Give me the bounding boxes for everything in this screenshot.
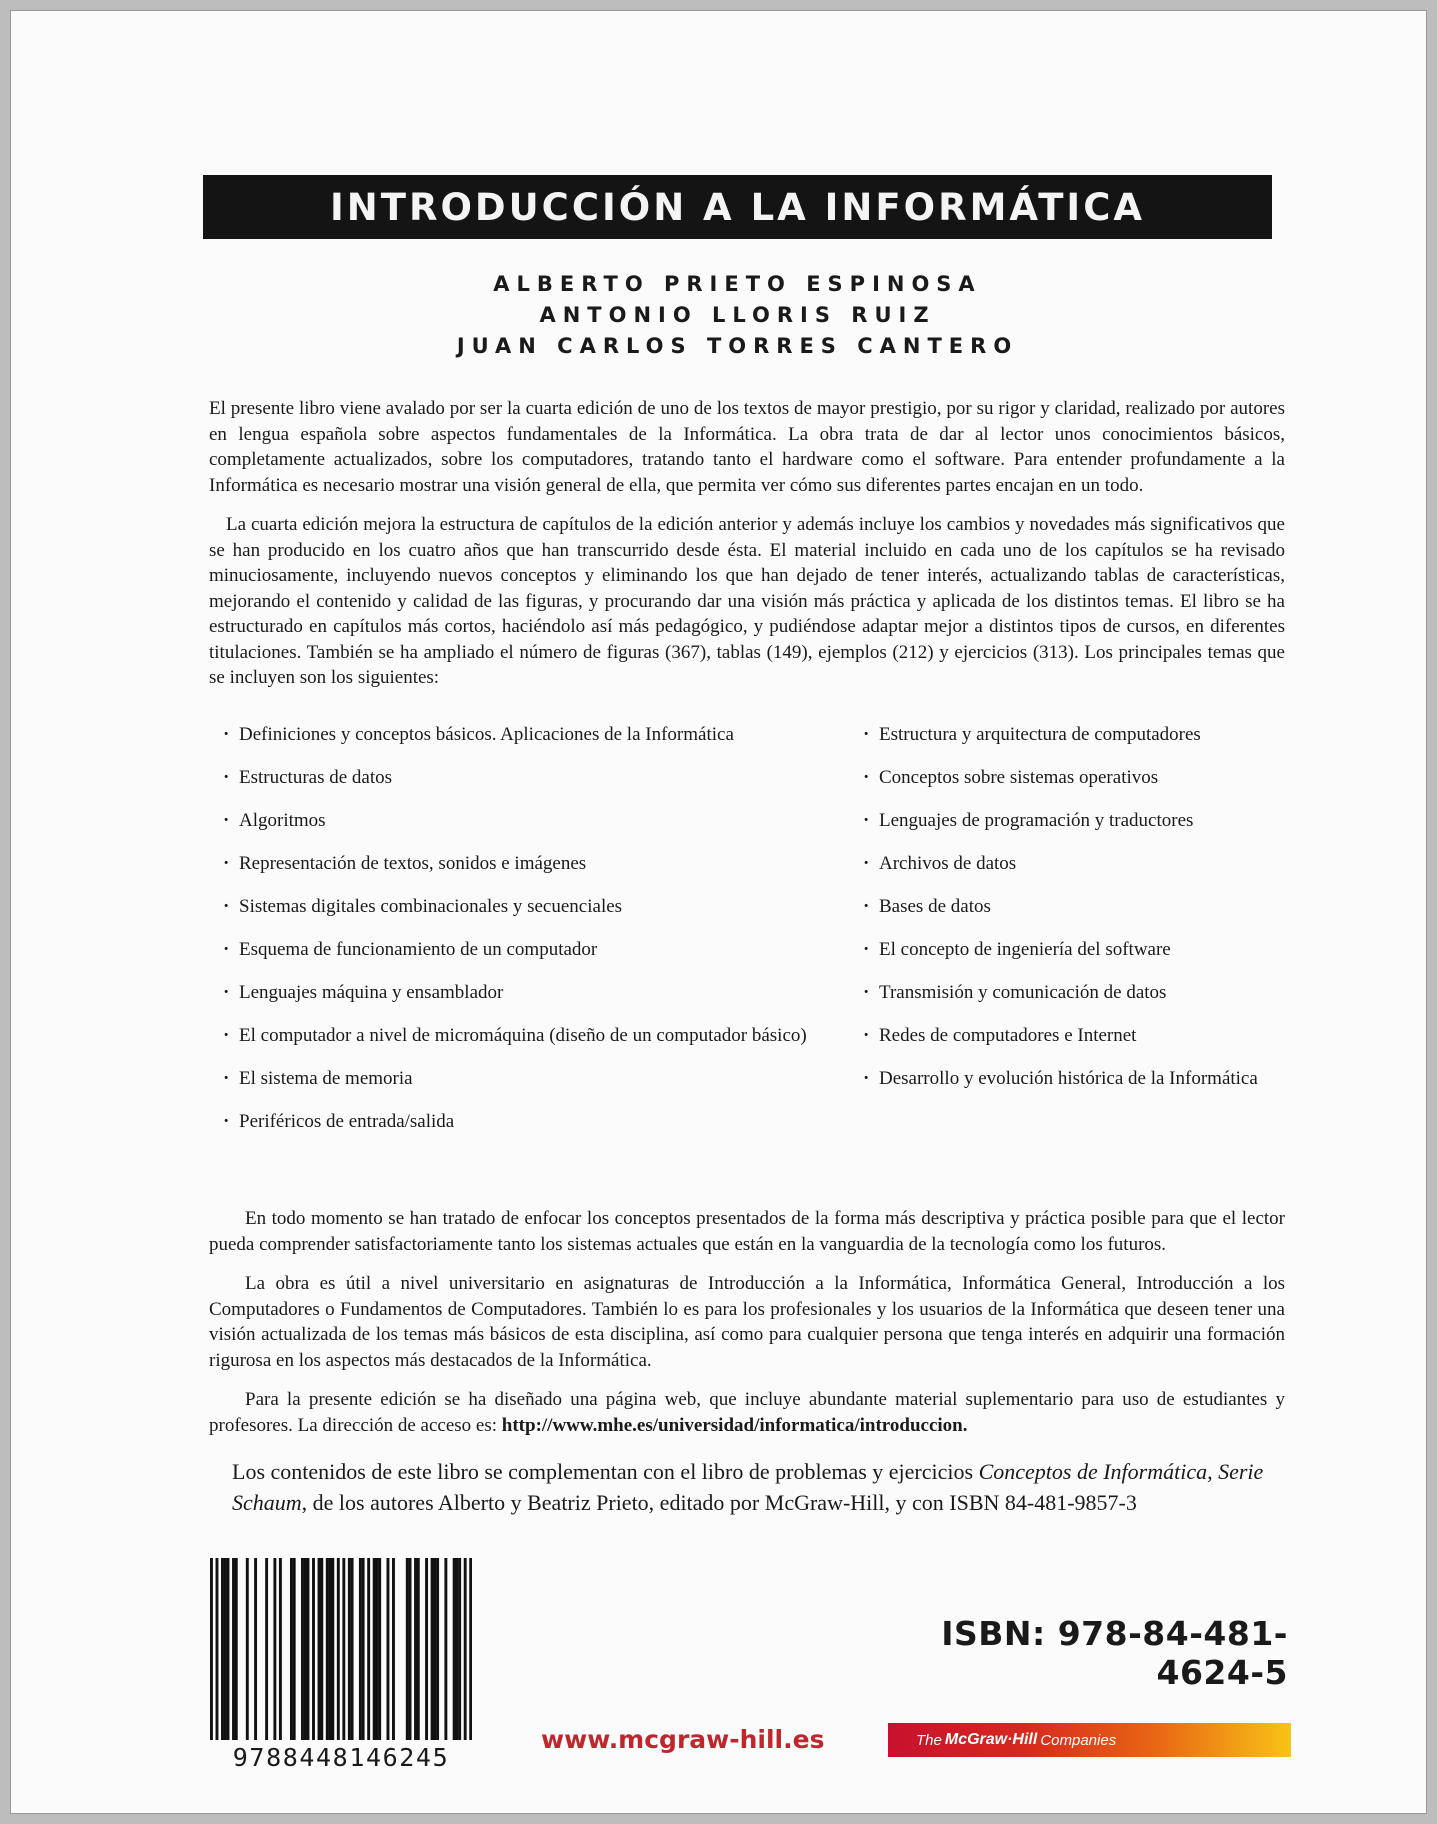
topic-item (223, 1068, 863, 1111)
topic-item (223, 724, 863, 767)
barcode-bar (293, 1558, 296, 1740)
barcode-bar (210, 1558, 213, 1740)
topic-label: Estructura y arquitectura de computadores (879, 724, 1201, 745)
barcode-bar (337, 1558, 340, 1740)
barcode-bar (246, 1558, 249, 1740)
topic-label: Esquema de funcionamiento de un computador (239, 939, 598, 960)
barcode-bar (232, 1558, 235, 1740)
bullet-icon: · (863, 982, 870, 1003)
bullet-icon: · (863, 896, 870, 917)
topic-label: El sistema de memoria (239, 1068, 413, 1089)
barcode-bar (378, 1558, 381, 1740)
barcode-bar (273, 1558, 276, 1740)
topic-label: Definiciones y conceptos básicos. Aplicaciones de la Informática (239, 724, 734, 745)
author-name: ALBERTO PRIETO ESPINOSA (493, 272, 982, 296)
complementary-book-note (232, 1456, 1292, 1518)
outro-web-text: Para la presente edición se ha diseñado una página web, que incluye abundante material suplementario para uso de estudiantes y profesores. La dirección de acceso es: (209, 1389, 1285, 1436)
topic-item (223, 767, 863, 810)
topic-item (223, 1111, 863, 1154)
bullet-icon: · (863, 939, 870, 960)
complement-text: , de los autores Alberto y Beatriz Prieto, editado por McGraw-Hill, y con ISBN 84-481-9857-3 (301, 1490, 1137, 1515)
barcode-bar (458, 1558, 461, 1740)
barcode-bar (425, 1558, 428, 1740)
topic-item (863, 810, 1283, 853)
barcode-bar (320, 1558, 323, 1740)
barcode-bar (359, 1558, 362, 1740)
topic-item (863, 939, 1283, 982)
barcode-bar (367, 1558, 370, 1740)
barcode-bar (453, 1558, 456, 1740)
barcode-bar (414, 1558, 417, 1740)
topic-item (223, 982, 863, 1025)
book-back-cover (10, 10, 1427, 1814)
barcode-bar (392, 1558, 395, 1740)
topic-label: Estructuras de datos (239, 767, 393, 788)
topic-label: Transmisión y comunicación de datos (879, 982, 1167, 1003)
topic-column-left (223, 724, 863, 1154)
title-band (203, 175, 1272, 239)
barcode-bar (348, 1558, 351, 1740)
barcode-bar (406, 1558, 409, 1740)
topic-item (223, 896, 863, 939)
barcode-bar (329, 1558, 332, 1740)
barcode-bar (290, 1558, 293, 1740)
barcode-bar (387, 1558, 390, 1740)
topic-label: Periféricos de entrada/salida (239, 1111, 455, 1132)
bullet-icon: · (223, 810, 230, 831)
barcode-bar (362, 1558, 365, 1740)
bullet-icon: · (863, 724, 870, 745)
outro-paragraph (209, 1387, 1285, 1438)
topic-label: Redes de computadores e Internet (879, 1025, 1137, 1046)
bullet-icon: · (223, 1068, 230, 1089)
outro-paragraph: En todo momento se han tratado de enfocar los conceptos presentados de la forma más descriptiva y práctica posible para que el lector pueda comprender satisfactoriamente tanto los sistemas actuales que están en la vanguardia de la tecnología como los futuros. (209, 1208, 1285, 1255)
author-name: JUAN CARLOS TORRES CANTERO (456, 334, 1019, 358)
intro-paragraph: La cuarta edición mejora la estructura de capítulos de la edición anterior y además incluye los cambios y novedades más significativos que se han producido en los cuatro años que han transcurrido desde ésta. El material incluido en cada uno de los capítulos se ha revisado minuciosamente, incluyendo nuevos conceptos y eliminando los que han dejado de tener interés, actualizando tablas de características, mejorando el contenido y calidad de las figuras, y procurando dar una visión más práctica y aplicada de los distintos temas. El libro se ha estructurado en capítulos más cortos, haciéndolo así más pedagógico, y pudiéndose adaptar mejor a distintos tipos de cursos, en diferentes titulaciones. También se ha ampliado el número de figuras (367), tablas (149), ejemplos (212) y ejercicios (313). Los principales temas que se incluyen son los siguientes: (209, 514, 1285, 688)
topic-item (223, 853, 863, 896)
barcode-bar (436, 1558, 439, 1740)
topic-item (863, 982, 1283, 1025)
complement-text: Los contenidos de este libro se complementan con el libro de problemas y ejercicios (232, 1459, 979, 1484)
topic-item (863, 853, 1283, 896)
isbn: ISBN: 978-84-481-4624-5 (941, 1614, 1288, 1692)
publisher-website: www.mcgraw-hill.es (541, 1725, 825, 1754)
logo-prefix: The (916, 1731, 942, 1749)
barcode-bar (216, 1558, 219, 1740)
bullet-icon: · (223, 1025, 230, 1046)
topic-label: Sistemas digitales combinacionales y secuenciales (239, 896, 623, 917)
bullet-icon: · (223, 1111, 230, 1132)
bullet-icon: · (223, 982, 230, 1003)
bullet-icon: · (223, 767, 230, 788)
author-list (203, 269, 1272, 362)
bullet-icon: · (223, 724, 230, 745)
barcode (210, 1558, 472, 1740)
barcode-bar (455, 1558, 458, 1740)
topic-item (223, 1025, 863, 1068)
topic-item (863, 724, 1283, 767)
bullet-icon: · (863, 810, 870, 831)
barcode-bar (331, 1558, 334, 1740)
barcode-bar (254, 1558, 257, 1740)
topic-label: Desarrollo y evolución histórica de la Informática (879, 1068, 1258, 1089)
barcode-bar (312, 1558, 315, 1740)
logo-brand: McGraw·Hill (944, 1731, 1038, 1748)
barcode-bar (431, 1558, 434, 1740)
barcode-bar (227, 1558, 230, 1740)
topic-item (863, 767, 1283, 810)
barcode-bar (326, 1558, 329, 1740)
barcode-bar (444, 1558, 447, 1740)
barcode-bar (469, 1558, 472, 1740)
intro-text (209, 396, 1285, 705)
barcode-bar (301, 1558, 304, 1740)
topic-item (223, 939, 863, 982)
barcode-bar (235, 1558, 238, 1740)
barcode-bar (351, 1558, 354, 1740)
topic-label: Conceptos sobre sistemas operativos (879, 767, 1159, 788)
topic-label: Lenguajes de programación y traductores (879, 810, 1194, 831)
barcode-bar (307, 1558, 310, 1740)
topic-label: Bases de datos (879, 896, 991, 917)
topic-item (863, 896, 1283, 939)
topic-column-right (863, 724, 1283, 1111)
barcode-number: 9788448146245 (232, 1743, 450, 1772)
topic-label: El concepto de ingeniería del software (879, 939, 1171, 960)
bullet-icon: · (863, 853, 870, 874)
bullet-icon: · (863, 1025, 870, 1046)
topic-item (863, 1068, 1283, 1111)
logo-suffix: Companies (1040, 1731, 1117, 1749)
companion-website-url: http://www.mhe.es/universidad/informatica/introduccion. (501, 1414, 968, 1436)
barcode-bar (304, 1558, 307, 1740)
barcode-bar (318, 1558, 321, 1740)
barcode-bar (342, 1558, 345, 1740)
barcode-bar (224, 1558, 227, 1740)
outro-text (209, 1206, 1285, 1452)
bullet-icon: · (223, 939, 230, 960)
barcode-bar (409, 1558, 412, 1740)
barcode-bar (375, 1558, 378, 1740)
bullet-icon: · (863, 767, 870, 788)
barcode-bar (279, 1558, 282, 1740)
barcode-bar (373, 1558, 376, 1740)
bullet-icon: · (223, 853, 230, 874)
topic-label: Algoritmos (239, 810, 326, 831)
complement-book-title: Conceptos de Informática, Serie Schaum (232, 1459, 1264, 1515)
topic-item (223, 810, 863, 853)
barcode-bar (265, 1558, 268, 1740)
publisher-logo (888, 1723, 1291, 1757)
topic-label: Lenguajes máquina y ensamblador (239, 982, 504, 1003)
barcode-bar (464, 1558, 467, 1740)
bullet-icon: · (223, 896, 230, 917)
topic-item (863, 1025, 1283, 1068)
outro-paragraph: La obra es útil a nivel universitario en asignaturas de Introducción a la Informática, Informática General, Introducción a los Computadores o Fundamentos de Computadores. También lo es para los profesionales y los usuarios de la Informática que deseen tener una visión actualizada de los temas más básicos de esta disciplina, así como para cualquier persona que tenga interés en adquirir una formación rigurosa en los aspectos más destacados de la Informática. (209, 1273, 1285, 1371)
topic-label: Archivos de datos (879, 853, 1017, 874)
bullet-icon: · (863, 1068, 870, 1089)
barcode-bar (433, 1558, 436, 1740)
topic-label: El computador a nivel de micromáquina (diseño de un computador básico) (239, 1025, 807, 1046)
author-name: ANTONIO LLORIS RUIZ (539, 303, 936, 327)
barcode-bar (221, 1558, 224, 1740)
topic-label: Representación de textos, sonidos e imágenes (239, 853, 587, 874)
book-title: INTRODUCCIÓN A LA INFORMÁTICA (330, 185, 1145, 229)
barcode-bar (417, 1558, 420, 1740)
intro-paragraph: El presente libro viene avalado por ser la cuarta edición de uno de los textos de mayor prestigio, por su rigor y claridad, realizado por autores en lengua española sobre aspectos fundamentales de la Informática. La obra trata de dar al lector unos conocimientos básicos, completamente actualizados, sobre los computadores, tratando tanto el hardware como el software. Para entender profundamente a la Informática es necesario mostrar una visión general de ella, que permita ver cómo sus diferentes partes encajan en un todo. (209, 398, 1285, 496)
